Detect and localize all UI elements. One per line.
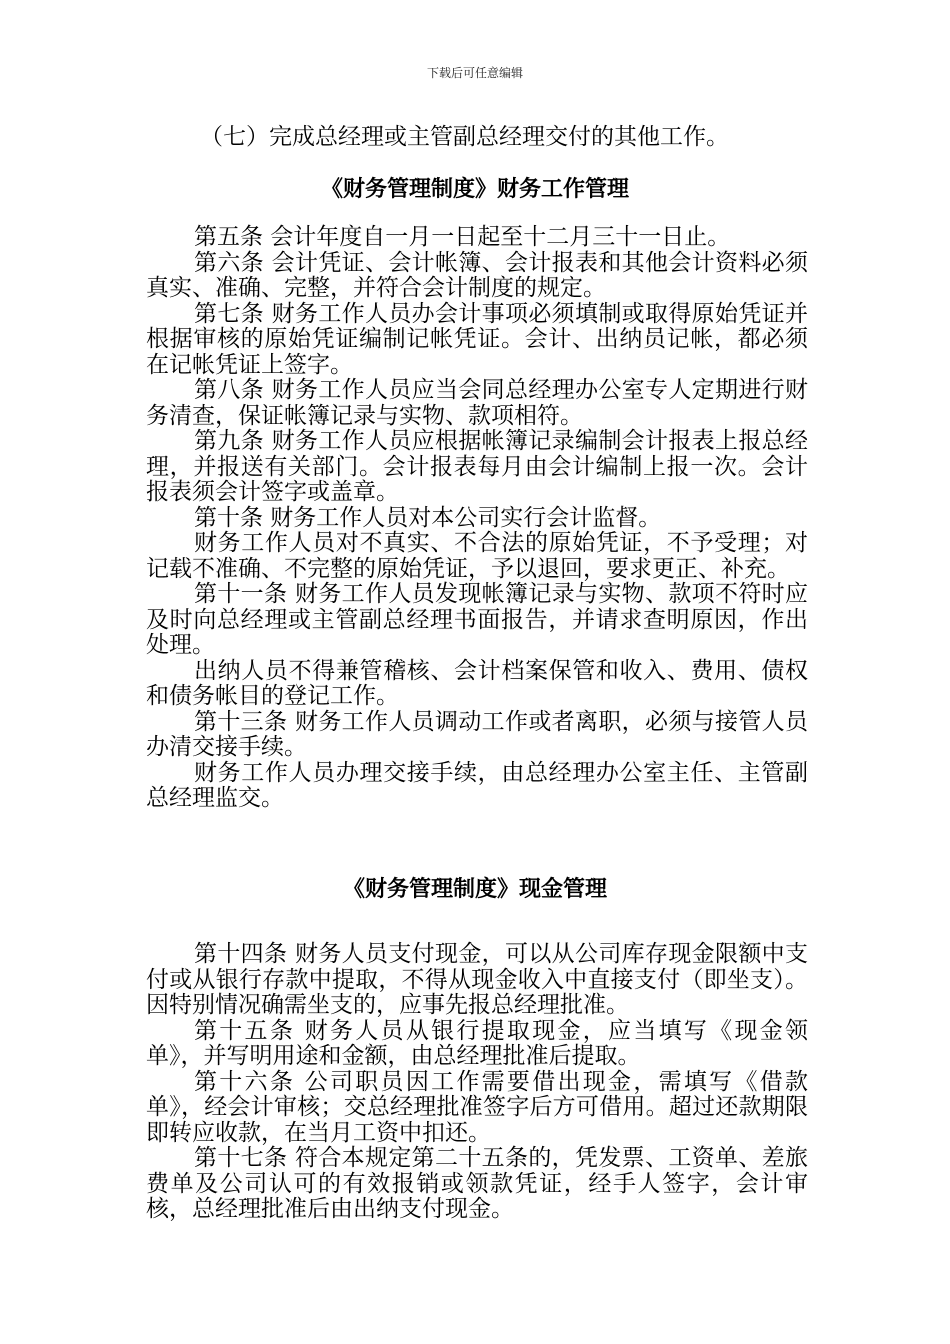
article-16: 第十六条 公司职员因工作需要借出现金，需填写《借款单》，经会计审核；交总经理批准签字后方可借用。超过还款期限即转应收款，在当月工资中扣还。: [146, 1068, 808, 1146]
article-11-detail: 出纳人员不得兼管稽核、会计档案保管和收入、费用、债权和债务帐目的登记工作。: [146, 657, 808, 709]
section-title-cash-management: 《财务管理制度》现金管理: [342, 877, 607, 902]
article-15: 第十五条 财务人员从银行提取现金，应当填写《现金领单》，并写明用途和金额，由总经理批准后提取。: [146, 1017, 808, 1069]
article-10-detail: 财务工作人员对不真实、不合法的原始凭证，不予受理；对记载不准确、不完整的原始凭证，予以退回，要求更正、补充。: [146, 530, 808, 582]
section-body-cash-management: [146, 942, 808, 1223]
article-7: 第七条 财务工作人员办会计事项必须填制或取得原始凭证并根据审核的原始凭证编制记帐凭证。会计、出纳员记帐，都必须在记帐凭证上签字。: [146, 300, 808, 378]
article-9: 第九条 财务工作人员应根据帐簿记录编制会计报表上报总经理，并报送有关部门。会计报表每月由会计编制上报一次。会计报表须会计签字或盖章。: [146, 428, 808, 505]
article-5: 第五条 会计年度自一月一日起至十二月三十一日止。: [194, 224, 731, 250]
article-14: 第十四条 财务人员支付现金，可以从公司库存现金限额中支付或从银行存款中提取，不得从现金收入中直接支付（即坐支）。因特别情况确需坐支的，应事先报总经理批准。: [146, 941, 808, 1018]
article-8: 第八条 财务工作人员应当会同总经理办公室专人定期进行财务清查，保证帐簿记录与实物、款项相符。: [146, 377, 808, 429]
article-13-detail: 财务工作人员办理交接手续，由总经理办公室主任、主管副总经理监交。: [146, 759, 808, 811]
intro-item-seven: （七）完成总经理或主管副总经理交付的其他工作。: [200, 124, 729, 150]
section-title-financial-work: 《财务管理制度》财务工作管理: [320, 177, 629, 202]
page-header-note: 下载后可任意编辑: [426, 66, 523, 80]
article-13: 第十三条 财务工作人员调动工作或者离职，必须与接管人员办清交接手续。: [146, 708, 808, 760]
article-6: 第六条 会计凭证、会计帐簿、会计报表和其他会计资料必须真实、准确、完整，并符合会计制度的规定。: [146, 249, 808, 301]
article-11: 第十一条 财务工作人员发现帐簿记录与实物、款项不符时应及时向总经理或主管副总经理书面报告，并请求查明原因，作出处理。: [146, 581, 808, 658]
article-17: 第十七条 符合本规定第二十五条的，凭发票、工资单、差旅费单及公司认可的有效报销或领款凭证，经手人签字，会计审核，总经理批准后由出纳支付现金。: [146, 1145, 808, 1222]
article-10: 第十条 财务工作人员对本公司实行会计监督。: [194, 504, 662, 531]
section-body-financial-work: [146, 225, 808, 812]
